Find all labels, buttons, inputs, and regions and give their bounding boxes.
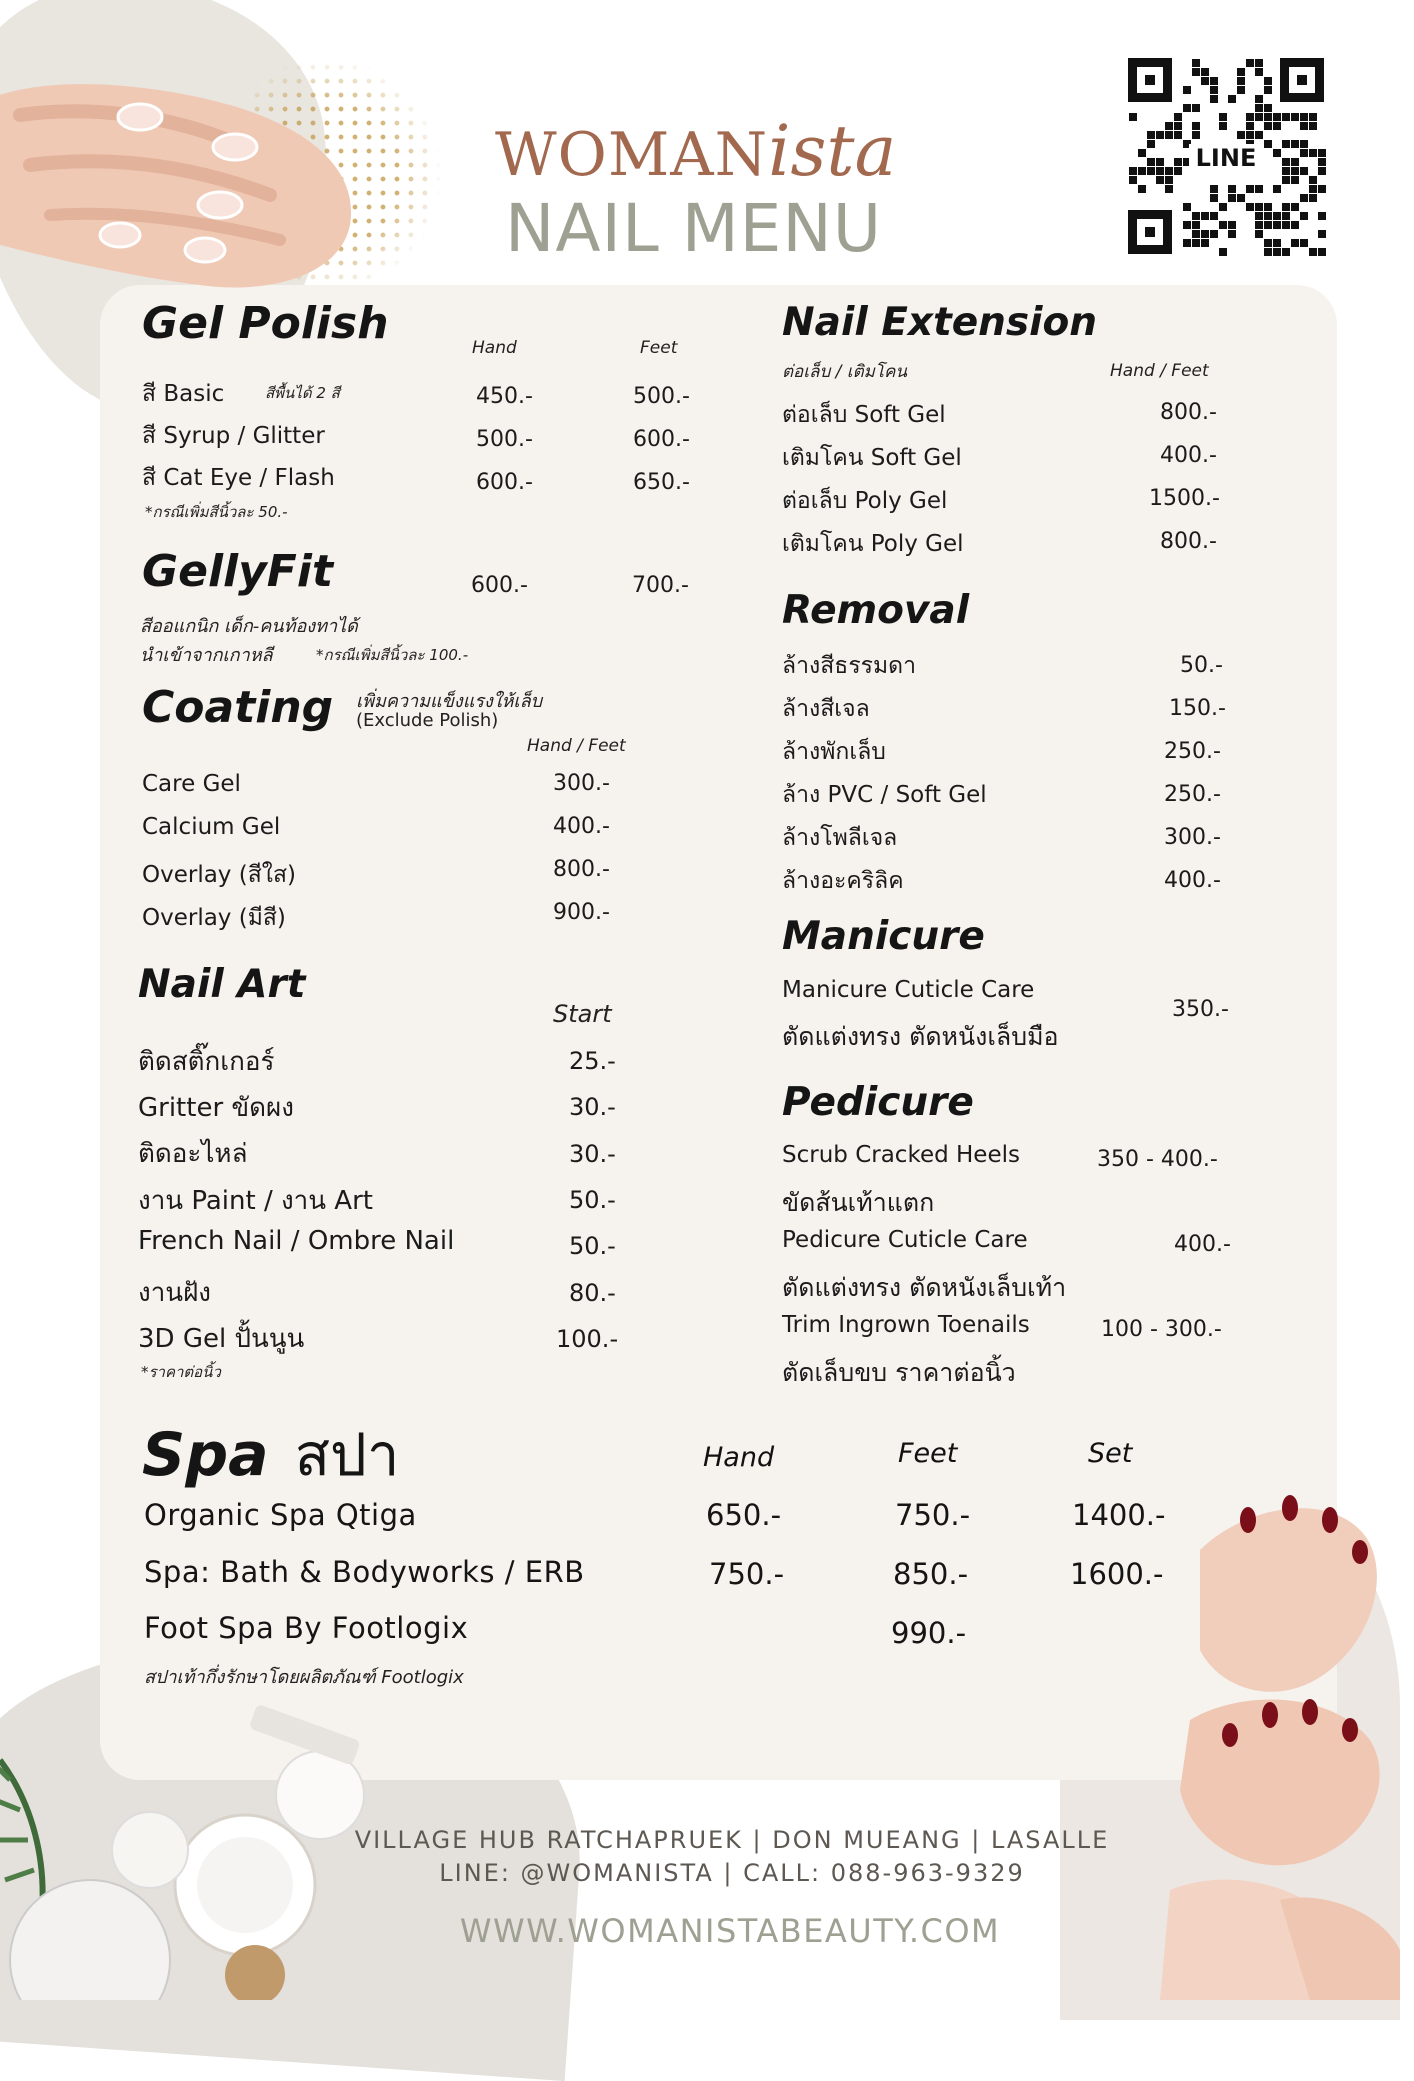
qr-module [1255,203,1263,211]
menu-item-name: Overlay (สีใส) [142,862,296,888]
menu-item-name: Care Gel [142,771,241,797]
col-header-hand-feet: Hand / Feet [1110,361,1209,381]
brand-name-script: ista [768,110,897,192]
spa-item-name: Organic Spa Qtiga [144,1498,417,1532]
page-title: NAIL MENU [505,190,883,267]
qr-module [1282,176,1290,184]
qr-finder-pattern [1128,58,1172,102]
menu-item-name: งาน Paint / งาน Art [138,1186,373,1216]
price-hand: 450.- [476,384,533,409]
col-header-start: Start [553,1000,612,1028]
menu-item-name: ล้างโพลีเจล [782,825,898,851]
footer-contact[interactable]: LINE: @WOMANISTA | CALL: 088-963-9329 [439,1859,1025,1887]
qr-module [1210,77,1218,85]
qr-module [1282,167,1290,175]
section-title-spa [142,1408,399,1501]
qr-module [1255,131,1263,139]
price: 900.- [553,900,610,925]
qr-module [1192,122,1200,130]
price: 150.- [1169,696,1226,721]
price: 300.- [1164,825,1221,850]
qr-module [1273,212,1281,220]
qr-module [1147,158,1155,166]
coating-desc: (Exclude Polish) [356,710,499,731]
qr-module [1246,59,1254,67]
qr-module [1219,122,1227,130]
qr-module [1264,140,1272,148]
qr-module [1318,149,1326,157]
qr-module [1165,185,1173,193]
menu-item-name: เติมโคน Soft Gel [782,445,962,471]
qr-module [1300,149,1308,157]
price-feet: 500.- [633,384,690,409]
menu-item-desc: ตัดแต่งทรง ตัดหนังเล็บเท้า [782,1273,1067,1302]
price: 800.- [1160,400,1217,425]
qr-module [1309,113,1317,121]
qr-module [1129,167,1137,175]
price: 100 - 300.- [1101,1317,1222,1342]
qr-module [1309,122,1317,130]
price: 100.- [556,1325,619,1353]
price-hand: 750.- [709,1557,785,1591]
menu-item-name: สี Cat Eye / Flash [142,465,335,491]
menu-item-name: French Nail / Ombre Nail [138,1226,455,1256]
menu-item-name: Pedicure Cuticle Care [782,1227,1028,1253]
qr-module [1219,113,1227,121]
qr-module [1210,194,1218,202]
qr-module [1300,167,1308,175]
qr-module [1318,167,1326,175]
price: 350.- [1172,997,1229,1022]
qr-module [1264,77,1272,85]
qr-module [1183,239,1191,247]
qr-module [1264,122,1272,130]
qr-module [1174,158,1182,166]
qr-module [1201,68,1209,76]
qr-module [1228,194,1236,202]
price: 250.- [1164,782,1221,807]
qr-module [1228,230,1236,238]
menu-item-name: Gritter ขัดผง [138,1093,294,1123]
menu-item-name: ติดอะไหล่ [138,1139,248,1169]
qr-module [1255,113,1263,121]
price: 30.- [569,1093,616,1121]
price: 50.- [569,1186,616,1214]
menu-item-name: ล้างสีธรรมดา [782,653,917,679]
section-title-coating: Coating [142,682,334,733]
gellyfit-desc: นำเข้าจากเกาหลี [140,645,273,666]
qr-module [1264,212,1272,220]
menu-item-name: ล้างสีเจล [782,696,870,722]
price: 400.- [1160,443,1217,468]
qr-module [1273,185,1281,193]
qr-module [1264,248,1272,256]
qr-module [1237,86,1245,94]
qr-module [1282,248,1290,256]
menu-item-name: ต่อเล็บ Soft Gel [782,402,946,428]
coating-desc: เพิ่มความแข็งแรงให้เล็บ [356,691,543,712]
menu-item-name: Overlay (มีสี) [142,905,286,931]
qr-module [1201,77,1209,85]
qr-module [1246,122,1254,130]
footnote: สปาเท้ากึ่งรักษาโดยผลิตภัณฑ์ Footlogix [144,1667,464,1688]
qr-module [1138,149,1146,157]
menu-item-name: Manicure Cuticle Care [782,977,1035,1003]
qr-module [1255,59,1263,67]
section-title-pedicure: Pedicure [782,1080,974,1125]
qr-module [1264,104,1272,112]
qr-module [1165,122,1173,130]
qr-module [1273,113,1281,121]
qr-module [1192,221,1200,229]
qr-module [1210,212,1218,220]
qr-module [1183,221,1191,229]
qr-module [1246,185,1254,193]
price: 800.- [1160,529,1217,554]
qr-module [1264,86,1272,94]
price-feet: 650.- [633,470,690,495]
price: 250.- [1164,739,1221,764]
brand-logo [495,110,955,190]
col-header-hand-feet: Hand / Feet [527,736,626,756]
qr-module [1228,185,1236,193]
menu-item-note: สีพื้นได้ 2 สี [265,384,340,402]
qr-module [1282,212,1290,220]
menu-item-name: สี Basic [142,381,225,407]
qr-module [1264,221,1272,229]
spa-item-name: Foot Spa By Footlogix [144,1611,469,1645]
qr-module [1273,239,1281,247]
menu-item-name: Trim Ingrown Toenails [782,1312,1030,1338]
qr-module [1210,230,1218,238]
qr-module [1192,239,1200,247]
qr-module [1210,95,1218,103]
qr-module [1219,221,1227,229]
col-header-hand: Hand [472,338,517,358]
qr-module [1147,167,1155,175]
qr-module [1255,68,1263,76]
price-feet: 850.- [893,1557,969,1591]
spa-title: Spa [142,1420,269,1490]
price: 400.- [1164,868,1221,893]
qr-module [1156,131,1164,139]
price: 400.- [1174,1232,1231,1257]
qr-module [1300,212,1308,220]
qr-module [1219,248,1227,256]
qr-finder-pattern [1280,58,1324,102]
qr-module [1255,212,1263,220]
qr-finder-pattern [1128,210,1172,254]
qr-module [1210,86,1218,94]
qr-module [1138,167,1146,175]
spa-item-name: Spa: Bath & Bodyworks / ERB [144,1555,585,1589]
menu-item-name: ล้างพักเล็บ [782,739,886,765]
qr-module [1183,203,1191,211]
qr-module [1174,122,1182,130]
red-nails-photo [1160,1490,1400,2000]
section-title-gellyfit: GellyFit [142,546,333,597]
price-feet: 600.- [633,427,690,452]
qr-module [1192,212,1200,220]
menu-item-name: สี Syrup / Glitter [142,423,325,449]
section-title-nail-extension: Nail Extension [782,300,1098,345]
price: 300.- [553,771,610,796]
price: 80.- [569,1279,616,1307]
qr-module [1147,140,1155,148]
menu-item-name: ต่อเล็บ Poly Gel [782,488,948,514]
menu-item-desc: ขัดส้นเท้าแตก [782,1188,935,1217]
qr-module [1318,248,1326,256]
menu-item-desc: ตัดเล็บขบ ราคาต่อนิ้ว [782,1358,1016,1387]
qr-module [1282,221,1290,229]
footer-locations: VILLAGE HUB RATCHAPRUEK | DON MUEANG | LASALLE [354,1826,1110,1854]
qr-line-label: LINE [1189,144,1263,172]
col-header-hand: Hand [703,1442,775,1473]
qr-module [1192,230,1200,238]
qr-module [1174,131,1182,139]
qr-module [1255,104,1263,112]
price-hand: 600.- [476,470,533,495]
menu-item-name: ติดสติ๊กเกอร์ [138,1047,275,1077]
price: 800.- [553,857,610,882]
qr-module [1309,176,1317,184]
qr-module [1273,122,1281,130]
price: 50.- [1180,653,1223,678]
qr-module [1174,167,1182,175]
qr-module [1165,176,1173,184]
qr-module [1129,176,1137,184]
qr-module [1300,194,1308,202]
qr-module [1156,167,1164,175]
qr-module [1264,203,1272,211]
qr-module [1264,113,1272,121]
qr-module [1246,113,1254,121]
qr-module [1210,185,1218,193]
qr-module [1300,122,1308,130]
qr-module [1183,86,1191,94]
qr-module [1183,104,1191,112]
price: 25.- [569,1047,616,1075]
section-title-manicure: Manicure [782,914,985,959]
qr-module [1246,131,1254,139]
menu-item-name: งานฝัง [138,1278,211,1308]
qr-module [1138,185,1146,193]
qr-module [1318,230,1326,238]
qr-module [1255,221,1263,229]
qr-module [1129,113,1137,121]
qr-module [1318,185,1326,193]
menu-item-name: Scrub Cracked Heels [782,1142,1020,1168]
qr-module [1192,104,1200,112]
qr-module [1309,248,1317,256]
price: 1500.- [1149,486,1220,511]
price-set: 1400.- [1072,1498,1166,1532]
qr-module [1246,203,1254,211]
qr-module [1201,212,1209,220]
qr-module [1282,158,1290,166]
qr-module [1282,140,1290,148]
qr-module [1228,221,1236,229]
qr-module [1255,230,1263,238]
qr-module [1174,113,1182,121]
qr-module [1309,149,1317,157]
qr-module [1219,203,1227,211]
qr-module [1291,221,1299,229]
section-title-removal: Removal [782,588,970,633]
qr-module [1300,239,1308,247]
qr-module [1318,158,1326,166]
price-feet: 700.- [632,573,689,598]
menu-item-name: Calcium Gel [142,814,281,840]
qr-module [1291,113,1299,121]
qr-module [1291,167,1299,175]
qr-module [1309,185,1317,193]
gellyfit-desc: สีออแกนิก เด็ก-คนท้องทาได้ [140,616,358,637]
qr-module [1192,131,1200,139]
menu-item-name: ล้างอะคริลิค [782,868,904,894]
qr-module [1300,113,1308,121]
price: 50.- [569,1232,616,1260]
qr-module [1282,113,1290,121]
qr-module [1273,149,1281,157]
qr-code-icon[interactable] [1128,58,1324,254]
qr-module [1273,248,1281,256]
qr-module [1318,212,1326,220]
footnote: *กรณีเพิ่มสีนิ้วละ 100.- [316,646,469,664]
menu-item-desc: ตัดแต่งทรง ตัดหนังเล็บมือ [782,1022,1059,1051]
qr-module [1291,158,1299,166]
qr-module [1165,131,1173,139]
brand-name-main: WOMAN [495,120,769,190]
qr-module [1201,239,1209,247]
menu-item-name: เติมโคน Poly Gel [782,531,964,557]
price-set: 1600.- [1070,1557,1164,1591]
qr-module [1273,221,1281,229]
col-header-feet: Feet [640,338,678,358]
footnote: *ราคาต่อนิ้ว [141,1363,221,1381]
section-title-nail-art: Nail Art [138,962,306,1007]
price-feet: 750.- [895,1498,971,1532]
qr-module [1291,176,1299,184]
qr-module [1291,239,1299,247]
qr-module [1237,194,1245,202]
qr-module [1192,59,1200,67]
qr-module [1156,176,1164,184]
footnote: *กรณีเพิ่มสีนิ้วละ 50.- [145,503,288,521]
qr-module [1156,158,1164,166]
price: 400.- [553,814,610,839]
qr-module [1300,140,1308,148]
section-title-gel-polish: Gel Polish [142,298,389,349]
qr-module [1255,95,1263,103]
col-header-feet: Feet [898,1438,958,1469]
footer-website-link[interactable]: WWW.WOMANISTABEAUTY.COM [459,1912,1001,1950]
price-hand: 500.- [476,427,533,452]
hand-photo [0,55,360,295]
qr-module [1255,185,1263,193]
qr-module [1291,140,1299,148]
price: 30.- [569,1140,616,1168]
qr-module [1147,131,1155,139]
price: 350 - 400.- [1097,1147,1218,1172]
qr-module [1165,167,1173,175]
qr-module [1309,194,1317,202]
qr-module [1237,131,1245,139]
qr-module [1237,77,1245,85]
qr-module [1192,68,1200,76]
nail-extension-sub: ต่อเล็บ / เติมโคน [782,362,907,382]
price-hand: 600.- [471,573,528,598]
menu-item-name: ล้าง PVC / Soft Gel [782,782,987,808]
qr-module [1282,203,1290,211]
col-header-set: Set [1088,1438,1133,1469]
qr-module [1237,68,1245,76]
qr-module [1291,203,1299,211]
price-hand: 650.- [706,1498,782,1532]
menu-item-name: 3D Gel ปั้นนูน [138,1324,305,1354]
qr-module [1264,239,1272,247]
spa-title-thai: สปา [294,1421,400,1489]
price-feet: 990.- [891,1616,967,1650]
qr-module [1201,230,1209,238]
qr-module [1228,95,1236,103]
